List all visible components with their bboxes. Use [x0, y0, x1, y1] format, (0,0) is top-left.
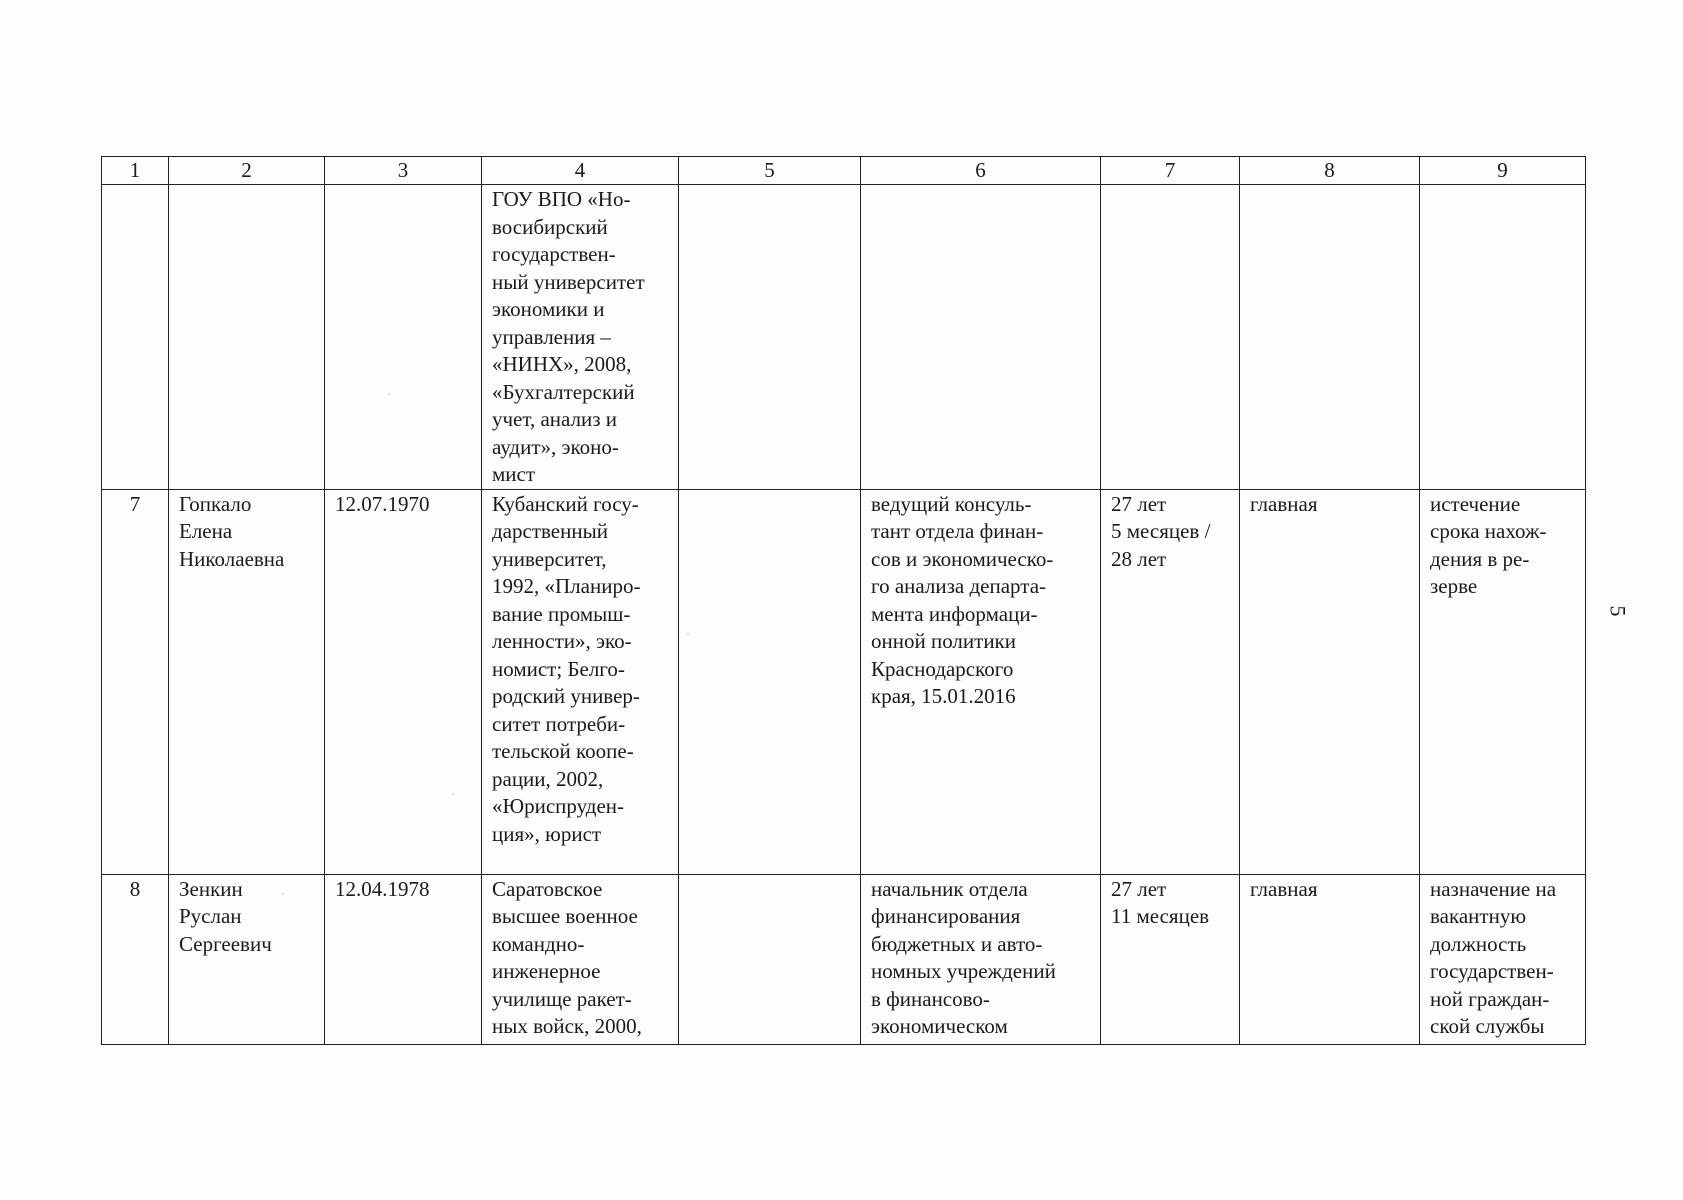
cell-line: дения в ре- [1430, 546, 1530, 571]
cell-line: Зенкин [179, 876, 243, 901]
cell-line: Николаевна [179, 546, 285, 571]
cell-line: 11 месяцев [1111, 904, 1210, 928]
scan-speck [282, 893, 284, 895]
birth-date-cell: 12.04.1978 [325, 874, 482, 1044]
education-cell [482, 185, 679, 490]
cell-line: училище ракет- [492, 986, 632, 1011]
cell-line: государствен- [492, 242, 616, 266]
cell-line: должность [1430, 931, 1527, 956]
position-group-cell: главная [1240, 489, 1420, 874]
table-body [102, 157, 1586, 1045]
row-number-cell: 8 [102, 874, 169, 1044]
header-cell: 3 [325, 157, 482, 185]
cell-line: экономическом [871, 1014, 1008, 1038]
cell-line: срока нахож- [1430, 519, 1547, 543]
header-cell: 6 [861, 157, 1101, 185]
cell-line: высшее военное [492, 904, 638, 928]
scan-speck [388, 393, 390, 395]
name-cell [169, 874, 325, 1044]
cell-line: родский универ- [492, 684, 640, 708]
cell-line: управления – [492, 324, 611, 349]
cell-line: 27 лет [1111, 876, 1167, 901]
cell-line: бюджетных и авто- [871, 931, 1043, 956]
cell-line: тант отдела финан- [871, 519, 1044, 543]
cell-line: ный университет [492, 269, 645, 294]
position-group-cell: главная [1240, 874, 1420, 1044]
header-cell: 9 [1420, 157, 1586, 185]
cell-line: аудит», эконо- [492, 434, 619, 459]
education-cell [482, 874, 679, 1044]
table-row [102, 489, 1586, 874]
birth-date-cell [325, 185, 482, 490]
cell-line: восибирский [492, 214, 608, 239]
header-cell: 4 [482, 157, 679, 185]
cell-line: учет, анализ и [492, 407, 618, 431]
table-row [102, 874, 1586, 1044]
cell-line: вакантную [1430, 904, 1527, 928]
position-cell [861, 185, 1101, 490]
cell-line: номист; Белго- [492, 656, 625, 681]
birth-date-cell: 12.07.1970 [325, 489, 482, 874]
header-cell: 5 [679, 157, 861, 185]
cell-line: «Бухгалтерский [492, 379, 635, 404]
experience-cell [1101, 874, 1240, 1044]
cell-line: зерве [1430, 574, 1478, 598]
cell-line: в финансово- [871, 986, 990, 1011]
cell-line: Саратовское [492, 876, 603, 901]
cell-line: тельской коопе- [492, 739, 634, 763]
header-cell: 7 [1101, 157, 1240, 185]
cell-line: ведущий консуль- [871, 491, 1032, 516]
cell-line: инженерное [492, 959, 601, 983]
cell-line: «Юриспруден- [492, 794, 625, 818]
scan-speck [687, 633, 689, 635]
cell-line: номных учреждений [871, 959, 1056, 983]
header-cell: 8 [1240, 157, 1420, 185]
column-5-cell [679, 185, 861, 490]
cell-line: Краснодарского [871, 656, 1014, 681]
column-5-cell [679, 489, 861, 874]
table-row [102, 185, 1586, 490]
cell-line: онной политики [871, 629, 1017, 653]
cell-line: сов и экономическо- [871, 546, 1054, 571]
cell-line: ситет потреби- [492, 711, 626, 736]
cell-line: Сергеевич [179, 931, 272, 956]
page-number: 5 [1605, 605, 1631, 617]
position-cell [861, 874, 1101, 1044]
reason-cell [1420, 185, 1586, 490]
header-cell: 2 [169, 157, 325, 185]
cell-line: «НИНХ», 2008, [492, 352, 632, 376]
experience-cell [1101, 185, 1240, 490]
cell-line: ГОУ ВПО «Но- [492, 187, 631, 211]
cell-line: го анализа департа- [871, 574, 1047, 598]
cell-line: Кубанский госу- [492, 491, 639, 516]
position-cell [861, 489, 1101, 874]
cell-line: 28 лет [1111, 546, 1167, 571]
row-number-cell: 7 [102, 489, 169, 874]
cell-line: истечение [1430, 491, 1521, 516]
cell-line: рации, 2002, [492, 766, 604, 791]
cell-line: Гопкало [179, 491, 252, 516]
cell-line: университет, [492, 546, 607, 571]
position-group-cell [1240, 185, 1420, 490]
cell-line: Руслан [179, 904, 242, 928]
cell-line: ных войск, 2000, [492, 1014, 642, 1038]
reason-cell [1420, 874, 1586, 1044]
column-5-cell [679, 874, 861, 1044]
row-number-cell [102, 185, 169, 490]
cell-line: 1992, «Планиро- [492, 574, 641, 598]
education-cell [482, 489, 679, 874]
cell-line: назначение на [1430, 876, 1557, 901]
cell-line: ной граждан- [1430, 986, 1550, 1011]
header-row [102, 157, 1586, 185]
cell-line: края, 15.01.2016 [871, 684, 1016, 708]
cell-line: вание промыш- [492, 601, 631, 626]
cell-line: экономики и [492, 297, 605, 321]
reserve-table [101, 156, 1586, 1045]
reason-cell [1420, 489, 1586, 874]
name-cell [169, 185, 325, 490]
cell-line: начальник отдела [871, 876, 1028, 901]
name-cell [169, 489, 325, 874]
cell-line: ской службы [1430, 1014, 1545, 1038]
cell-line: ция», юрист [492, 821, 602, 846]
cell-line: мента информаци- [871, 601, 1038, 626]
cell-line: 27 лет [1111, 491, 1167, 516]
cell-line: мист [492, 462, 536, 486]
cell-line: дарственный [492, 519, 608, 543]
cell-line: ленности», эко- [492, 629, 632, 653]
cell-line: государствен- [1430, 959, 1554, 983]
cell-line: 5 месяцев / [1111, 519, 1211, 543]
cell-line: Елена [179, 519, 233, 543]
cell-line: командно- [492, 931, 585, 956]
scan-speck [452, 793, 454, 795]
header-cell: 1 [102, 157, 169, 185]
cell-line: финансирования [871, 904, 1021, 928]
experience-cell [1101, 489, 1240, 874]
